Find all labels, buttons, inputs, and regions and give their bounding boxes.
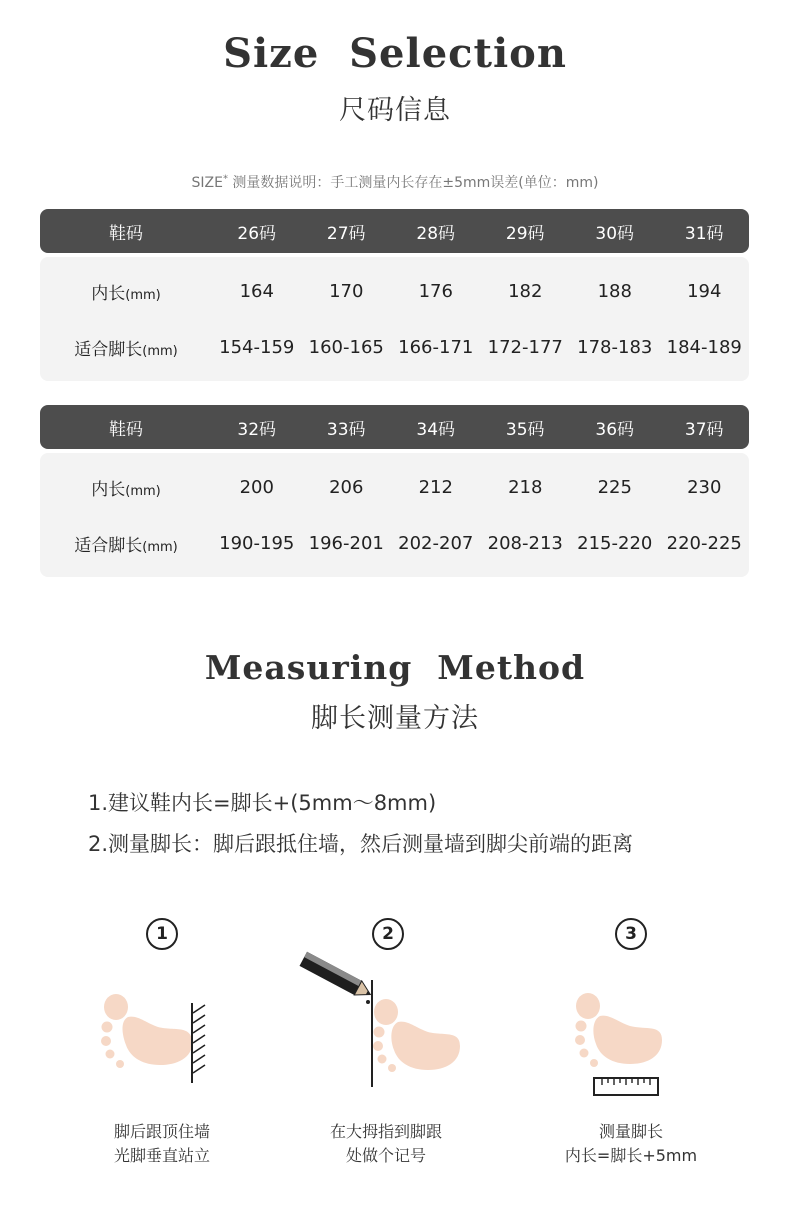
measurement-note bbox=[0, 172, 790, 192]
table-cell: 208-213 bbox=[487, 532, 563, 554]
row-label-unit: (mm) bbox=[142, 343, 178, 359]
step-number-3: 3 bbox=[615, 918, 647, 950]
table-cell: 230 bbox=[687, 476, 722, 498]
row-label-unit: (mm) bbox=[125, 287, 161, 303]
note-text: 测量数据说明：手工测量内长存在±5mm误差(单位：mm) bbox=[227, 175, 599, 191]
step-caption-3 bbox=[531, 1120, 731, 1168]
table-cell: 160-165 bbox=[308, 336, 384, 358]
table-cell: 196-201 bbox=[308, 532, 384, 554]
size-cell: 32码 bbox=[237, 419, 277, 440]
row-label bbox=[40, 475, 212, 500]
size-cell: 30码 bbox=[595, 223, 635, 244]
table-cell: 184-189 bbox=[666, 336, 742, 358]
caption-line: 脚后跟顶住墙 bbox=[113, 1122, 210, 1141]
caption-line: 测量脚长 bbox=[598, 1122, 663, 1141]
caption-line: 在大拇指到脚跟 bbox=[329, 1122, 442, 1141]
size-cell: 37码 bbox=[684, 419, 724, 440]
size-cell: 29码 bbox=[505, 223, 545, 244]
table-cell: 188 bbox=[597, 280, 632, 302]
step-caption-1 bbox=[62, 1120, 262, 1168]
caption-line: 处做个记号 bbox=[345, 1146, 426, 1165]
table-cell: 194 bbox=[687, 280, 722, 302]
row-label bbox=[40, 279, 212, 304]
table-row-foot-length bbox=[40, 531, 749, 556]
size-cell: 31码 bbox=[684, 223, 724, 244]
table-cell: 178-183 bbox=[577, 336, 653, 358]
table-cell: 176 bbox=[418, 280, 453, 302]
table-cell: 215-220 bbox=[577, 532, 653, 554]
row-label-text: 内长 bbox=[91, 283, 126, 304]
method-line-2: 2.测量脚长：脚后跟抵住墙，然后测量墙到脚尖前端的距离 bbox=[88, 832, 634, 856]
row-label-text: 适合脚长 bbox=[74, 339, 143, 360]
row-label-text: 内长 bbox=[91, 479, 126, 500]
header-label: 鞋码 bbox=[109, 223, 143, 244]
table-cell: 212 bbox=[418, 476, 453, 498]
table-row-inner-length bbox=[40, 279, 749, 304]
table-cell: 170 bbox=[329, 280, 364, 302]
foot-mark-pencil-icon bbox=[294, 962, 464, 1087]
table-cell: 172-177 bbox=[487, 336, 563, 358]
table-cell: 220-225 bbox=[666, 532, 742, 554]
method-title-cn: 脚长测量方法 bbox=[311, 703, 479, 734]
method-line-1: 1.建议鞋内长=脚长+(5mm～8mm) bbox=[88, 791, 437, 815]
table-cell: 190-195 bbox=[219, 532, 295, 554]
table-cell: 206 bbox=[329, 476, 364, 498]
note-prefix: SIZE bbox=[191, 175, 223, 191]
size-title-cn: 尺码信息 bbox=[339, 95, 451, 126]
row-label-unit: (mm) bbox=[125, 483, 161, 499]
size-cell: 28码 bbox=[416, 223, 456, 244]
size-cell: 36码 bbox=[595, 419, 635, 440]
size-cell: 35码 bbox=[505, 419, 545, 440]
table-cell: 182 bbox=[508, 280, 543, 302]
foot-against-wall-icon bbox=[98, 985, 218, 1085]
step-caption-2 bbox=[286, 1120, 486, 1168]
size-cell: 26码 bbox=[237, 223, 277, 244]
size-table-2 bbox=[40, 405, 749, 577]
table-cell: 166-171 bbox=[398, 336, 474, 358]
table-header-row bbox=[40, 209, 749, 253]
table-row-inner-length bbox=[40, 475, 749, 500]
table-header-row bbox=[40, 405, 749, 449]
caption-line: 光脚垂直站立 bbox=[113, 1146, 210, 1165]
table-cell: 154-159 bbox=[219, 336, 295, 358]
row-label bbox=[40, 335, 212, 360]
table-body bbox=[40, 453, 749, 577]
row-label-unit: (mm) bbox=[142, 539, 178, 555]
method-title-en: Measuring Method bbox=[204, 648, 586, 687]
size-cell: 27码 bbox=[326, 223, 366, 244]
size-table-1 bbox=[40, 209, 749, 381]
size-cell: 34码 bbox=[416, 419, 456, 440]
foot-ruler-icon bbox=[572, 988, 672, 1098]
table-cell: 200 bbox=[239, 476, 274, 498]
step-number-1: 1 bbox=[146, 918, 178, 950]
table-row-foot-length bbox=[40, 335, 749, 360]
table-cell: 202-207 bbox=[398, 532, 474, 554]
table-body bbox=[40, 257, 749, 381]
note-star: * bbox=[222, 173, 228, 185]
table-cell: 225 bbox=[597, 476, 632, 498]
row-label bbox=[40, 531, 212, 556]
header-label: 鞋码 bbox=[109, 419, 143, 440]
size-title-en: Size Selection bbox=[223, 30, 567, 77]
step-number-2: 2 bbox=[372, 918, 404, 950]
size-cell: 33码 bbox=[326, 419, 366, 440]
caption-line: 内长=脚长+5mm bbox=[564, 1146, 698, 1165]
row-label-text: 适合脚长 bbox=[74, 535, 143, 556]
table-cell: 164 bbox=[239, 280, 274, 302]
table-cell: 218 bbox=[508, 476, 543, 498]
